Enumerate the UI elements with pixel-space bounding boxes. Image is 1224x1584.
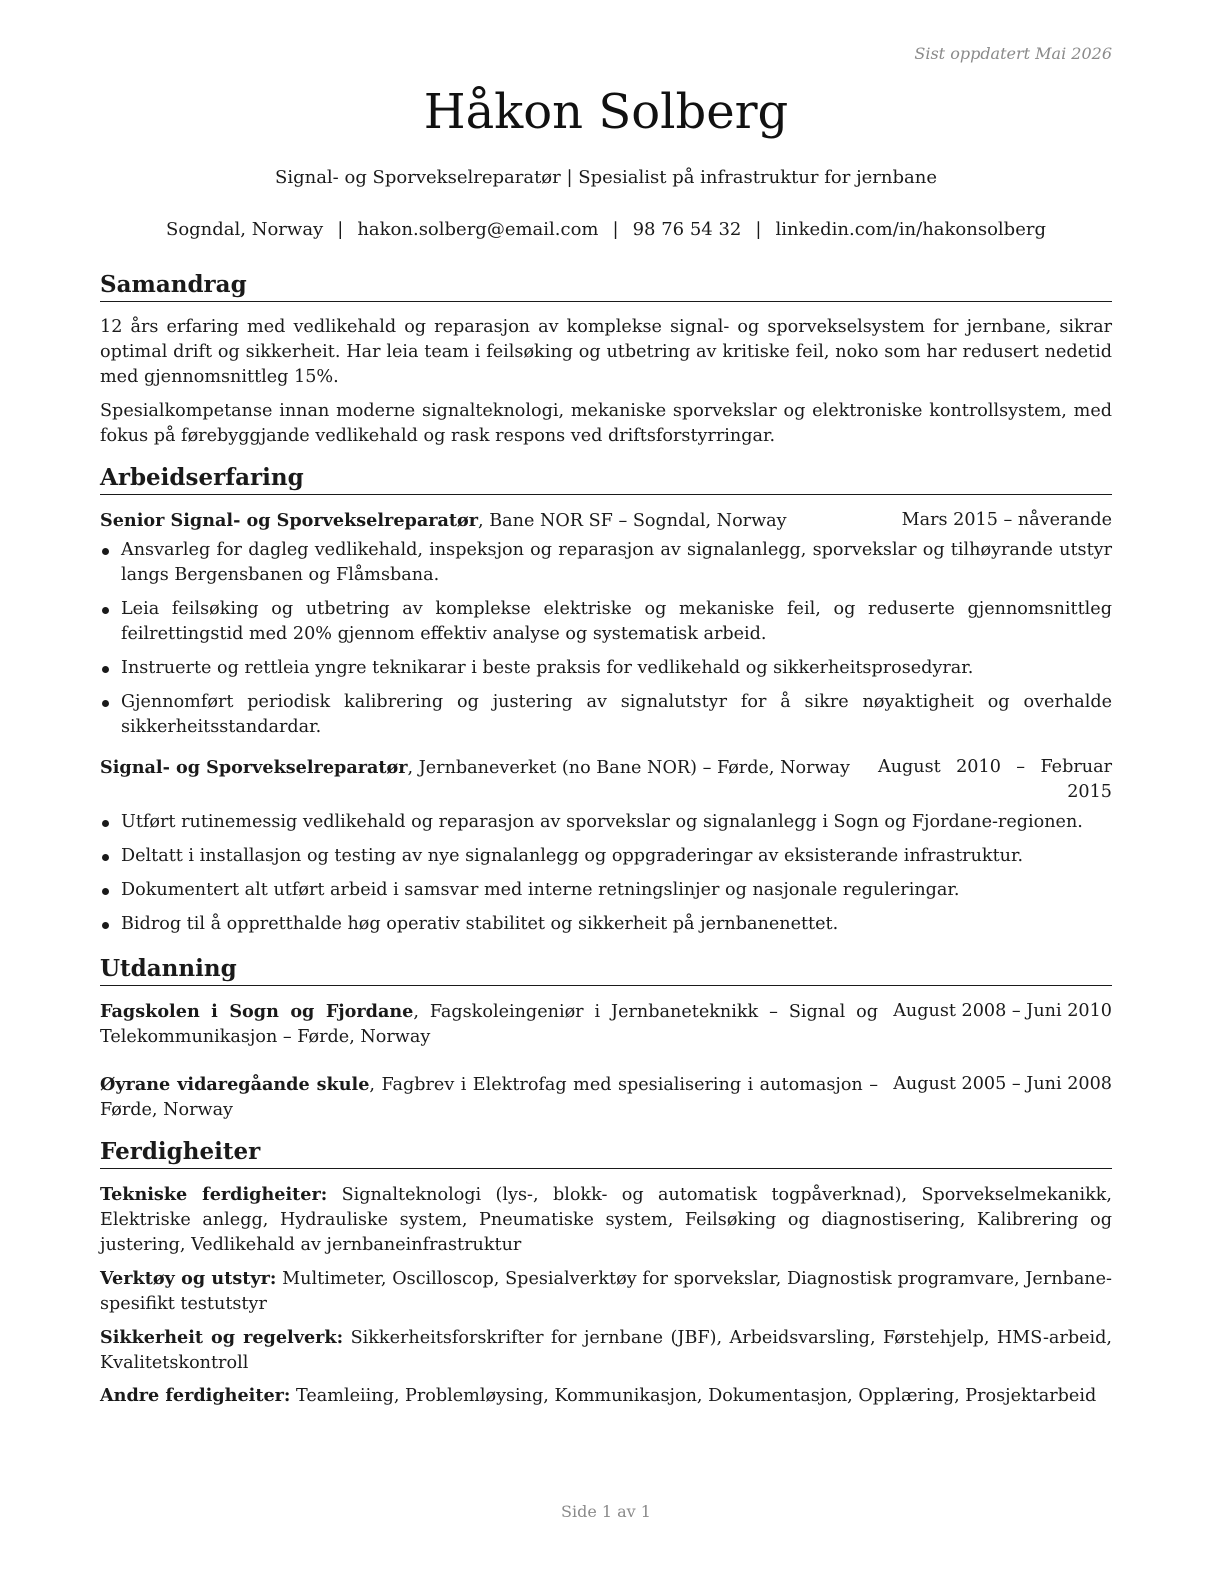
list-item [100, 538, 1112, 588]
job-dates: Mars 2015 – nåverande [901, 510, 1112, 530]
last-updated: Sist oppdatert Mai 2026 [914, 44, 1112, 63]
list-item [100, 690, 1112, 740]
education-school: Fagskolen i Sogn og Fjordane [100, 1001, 414, 1022]
job-header [100, 755, 1112, 805]
education-desc [100, 1072, 878, 1123]
list-item [100, 597, 1112, 647]
job-bullets [100, 538, 1112, 749]
job-bullets [100, 810, 1112, 946]
education-school: Øyrane vidaregåande skule [100, 1074, 370, 1095]
skill-label: Verktøy og utstyr: [100, 1268, 277, 1289]
bullet-text: Instruerte og rettleia yngre teknikarar i beste praksis for vedlikehald og sikkerheitsprosedyrar. [121, 658, 974, 678]
list-item [100, 878, 1112, 903]
summary-paragraph-1: 12 års erfaring med vedlikehald og reparasjon av komplekse signal- og sporvekselsystem for jernbane, sikrar optimal drift og sikkerheit. Har leia team i feilsøking og utbetring av kritiske feil, noko som har redusert nedetid med gjennomsnittleg 15%. [100, 317, 1112, 387]
contact-separator: | [612, 219, 619, 240]
bullet-icon [102, 820, 109, 827]
skill-text: Signalteknologi (lys-, blokk- og automatisk togpåverknad), Sporvekselmekanikk, Elektriske anlegg, Hydrauliske system, Pneumatiske system, Feilsøking og diagnostisering, Kalibrering og justering, Vedlikehald av jernbaneinfrastruktur [100, 1185, 1112, 1255]
job-dates: August 2010 – Februar 2015 [878, 757, 1112, 802]
bullet-icon [102, 888, 109, 895]
skill-row [100, 1325, 1112, 1376]
skill-label: Andre ferdigheiter: [100, 1385, 291, 1406]
education-program: , Fagskoleingeniør i Jernbaneteknikk – Signal og Telekommunikasjon – Førde, Norway [100, 1002, 878, 1047]
bullet-text: Dokumentert alt utført arbeid i samsvar med interne retningslinjer og nasjonale reguleringar. [121, 880, 960, 900]
skill-text: Teamleiing, Problemløysing, Kommunikasjon, Dokumentasjon, Opplæring, Prosjektarbeid [290, 1386, 1097, 1406]
page-number: Side 1 av 1 [561, 1502, 651, 1521]
skill-row [100, 1266, 1112, 1317]
experience-heading: Arbeidserfaring [100, 463, 1112, 495]
contact-phone: 98 76 54 32 [632, 219, 742, 240]
education-dates: August 2005 – Juni 2008 [893, 1074, 1112, 1094]
bullet-icon [102, 607, 109, 614]
skill-row [100, 1182, 1112, 1258]
job-org: , Bane NOR SF – Sogndal, Norway [478, 511, 787, 531]
skill-row [100, 1383, 1112, 1409]
bullet-text: Deltatt i installasjon og testing av nye signalanlegg og oppgraderingar av eksisterande infrastruktur. [121, 846, 1024, 866]
contact-separator: | [337, 219, 344, 240]
skill-label: Sikkerheit og regelverk: [100, 1327, 344, 1348]
skills-heading: Ferdigheiter [100, 1137, 1112, 1169]
bullet-icon [102, 922, 109, 929]
education-program: , Fagbrev i Elektrofag med spesialisering i automasjon – Førde, Norway [100, 1075, 878, 1120]
education-heading: Utdanning [100, 954, 1112, 986]
education-desc [100, 999, 878, 1050]
list-item [100, 810, 1112, 835]
bullet-text: Utført rutinemessig vedlikehald og reparasjon av sporvekslar og signalanlegg i Sogn og Fjordane-regionen. [121, 812, 1083, 832]
bullet-text: Gjennomført periodisk kalibrering og justering av signalutstyr for å sikre nøyaktigheit og overhalde sikkerheitsstandardar. [121, 692, 1112, 737]
education-dates: August 2008 – Juni 2010 [893, 1001, 1112, 1021]
job-org: , Jernbaneverket (no Bane NOR) – Førde, Norway [407, 758, 850, 778]
bullet-icon [102, 548, 109, 555]
contact-separator: | [755, 219, 762, 240]
bullet-icon [102, 666, 109, 673]
skill-label: Tekniske ferdigheiter: [100, 1184, 328, 1205]
tagline: Signal- og Sporvekselreparatør | Spesialist på infrastruktur for jernbane [274, 167, 938, 188]
education-item [100, 999, 1112, 1050]
summary-paragraph-2: Spesialkompetanse innan moderne signalteknologi, mekaniske sporvekslar og elektroniske kontrollsystem, med fokus på førebyggjande vedlikehald og rask respons ved driftsforstyrringar. [100, 401, 1112, 446]
contact-location: Sogndal, Norway [165, 219, 324, 240]
bullet-icon [102, 854, 109, 861]
bullet-text: Ansvarleg for dagleg vedlikehald, inspeksjon og reparasjon av signalanlegg, sporvekslar og tilhøyrande utstyr langs Bergensbanen og Flåmsbana. [121, 540, 1112, 585]
skill-text: Multimeter, Oscilloscop, Spesialverktøy for sporvekslar, Diagnostisk programvare, Jernbane-spesifikt testutstyr [100, 1269, 1112, 1314]
contact-line [100, 219, 1112, 240]
contact-linkedin[interactable]: linkedin.com/in/hakonsolberg [775, 219, 1046, 240]
bullet-text: Leia feilsøking og utbetring av komplekse elektriske og mekaniske feil, og reduserte gjennomsnittleg feilrettingstid med 20% gjennom effektiv analyse og systematisk arbeid. [121, 599, 1112, 644]
summary-heading: Samandrag [100, 270, 1112, 302]
job-header [100, 508, 1112, 534]
job-title: Signal- og Sporvekselreparatør [100, 757, 408, 778]
contact-email[interactable]: hakon.solberg@email.com [357, 219, 599, 240]
job-title-line [100, 508, 787, 534]
job-title-line [100, 755, 850, 805]
bullet-icon [102, 700, 109, 707]
bullet-text: Bidrog til å oppretthalde høg operativ stabilitet og sikkerheit på jernbanenettet. [121, 914, 839, 934]
skill-text: Sikkerheitsforskrifter for jernbane (JBF), Arbeidsvarsling, Førstehjelp, HMS-arbeid, Kvalitetskontroll [100, 1328, 1112, 1373]
education-item [100, 1072, 1112, 1123]
list-item [100, 912, 1112, 937]
job-title: Senior Signal- og Sporvekselreparatør [100, 510, 479, 531]
list-item [100, 656, 1112, 681]
candidate-name: Håkon Solberg [423, 84, 789, 140]
list-item [100, 844, 1112, 869]
